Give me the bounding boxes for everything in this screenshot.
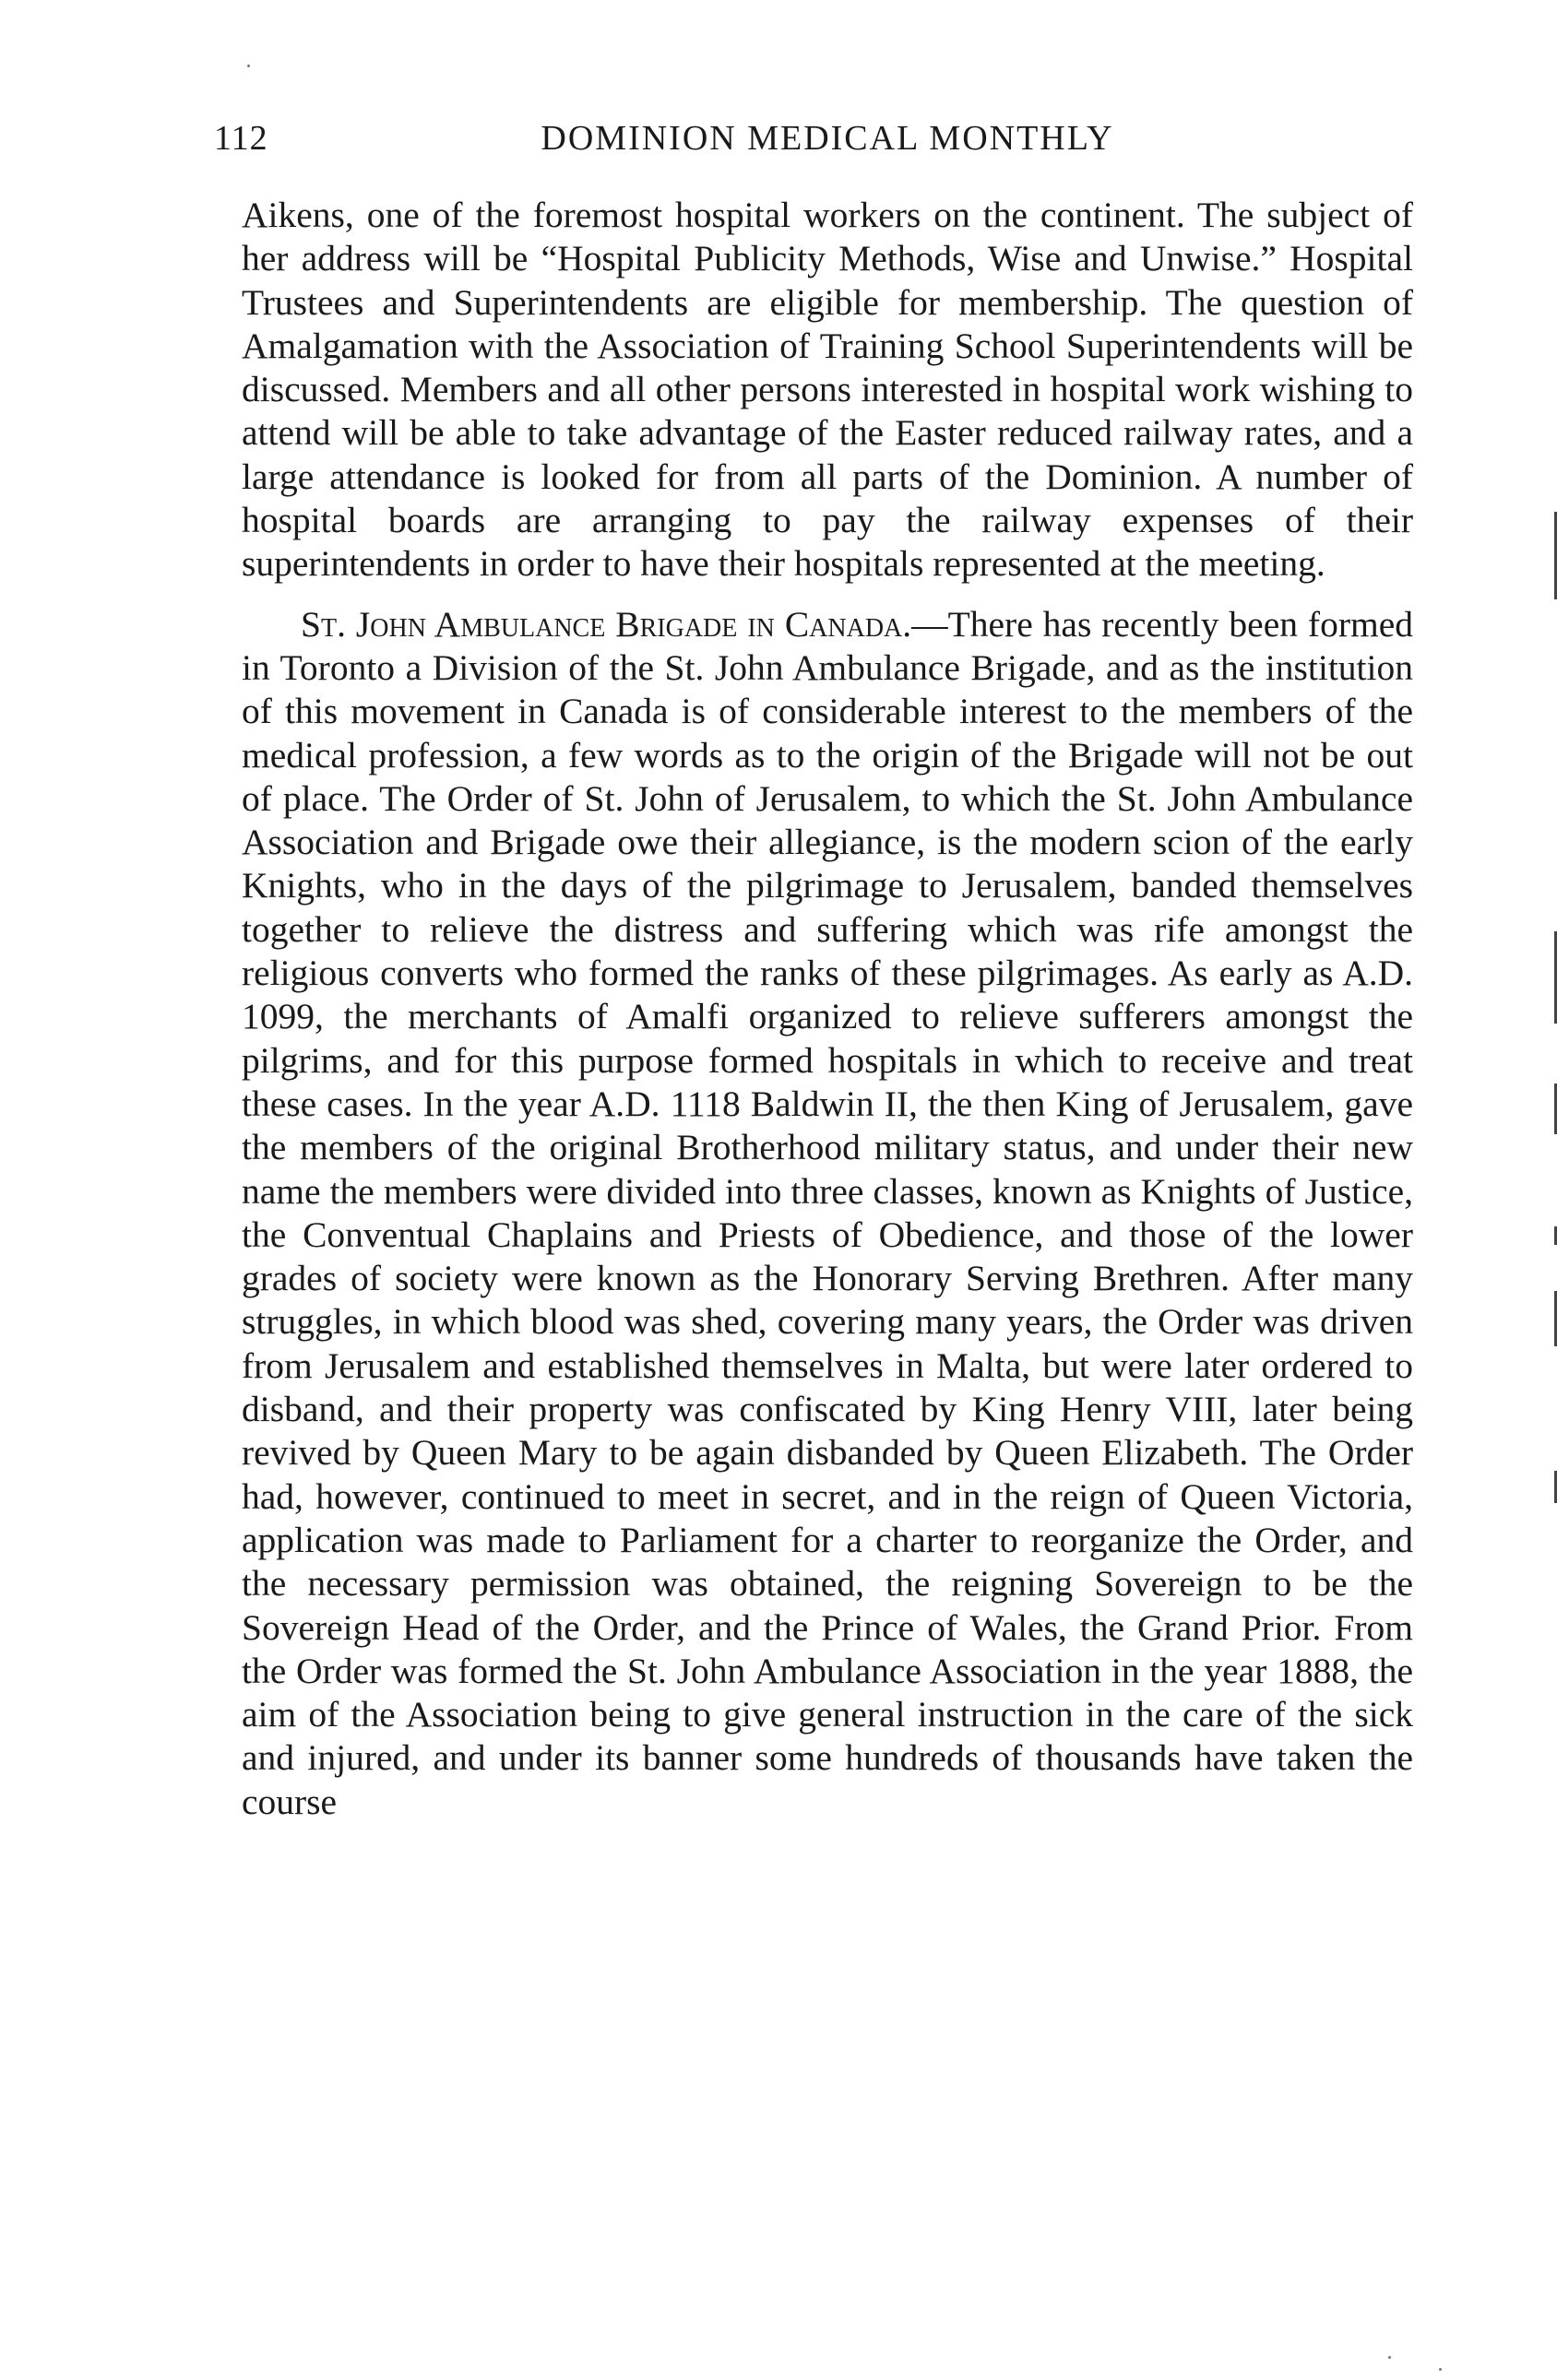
section-lead-heading: St. John Ambulance Brigade in Canada. bbox=[301, 603, 912, 645]
paragraph-text: Aikens, one of the foremost hospital workers on the continent. The subject of her address will be “Hospital Publicity Methods, Wise and Unwise.” Hospital Trustees and Superintendents are eligible for membership. The question of Amalgamation with the Association of Training School Superintendents will be discussed. Members and all other persons interested in hospital work wishing to attend will be able to take advantage of the Easter reduced railway rates, and a large attendance is looked for from all parts of the Dominion. A number of hospital boards are arranging to pay the railway expenses of their superintendents in order to have their hospitals represented at the meeting. bbox=[242, 195, 1413, 585]
article-body bbox=[242, 194, 1413, 1824]
paragraph-hospital-association bbox=[242, 194, 1413, 586]
scan-speck bbox=[1388, 2356, 1391, 2359]
paragraph-text: —There has recently been formed in Toronto a Division of the St. John Ambulance Brigade, and as the institution of this movement in Canada is of considerable interest to the members of the medical profession, a few words as to the origin of the Brigade will not be out of place. The Order of St. John of Jerusalem, to which the St. John Ambulance Association and Brigade owe their allegiance, is the modern scion of the early Knights, who in the days of the pilgrimage to Jerusalem, banded themselves together to relieve the distress and suffering which was rife amongst the religious converts who formed the ranks of these pilgrimages. As early as A.D. 1099, the merchants of Amalfi organized to relieve sufferers amongst the pilgrims, and for this purpose formed hospitals in which to receive and treat these cases. In the year A.D. 1118 Baldwin II, the then King of Jerusalem, gave the members of the original Brotherhood military status, and under their new name the members were divided into three classes, known as Knights of Justice, the Conventual Chaplains and Priests of Obedience, and those of the lower grades of society were known as the Honorary Serving Brethren. After many struggles, in which blood was shed, covering many years, the Order was driven from Jerusalem and established themselves in Malta, but were later ordered to disband, and their property was confiscated by King Henry VIII, later being revived by Queen Mary to be again disbanded by Queen Elizabeth. The Order had, however, continued to meet in secret, and in the reign of Queen Victoria, application was made to Parliament for a charter to reorganize the Order, and the necessary permission was obtained, the reigning Sovereign to be the Sovereign Head of the Order, and the Prince of Wales, the Grand Prior. From the Order was formed the St. John Ambulance Association in the year 1888, the aim of the Association being to give general instruction in the care of the sick and injured, and under its banner some hundreds of thousands have taken the course bbox=[242, 603, 1413, 1822]
scan-speck bbox=[247, 65, 250, 67]
page-number: 112 bbox=[214, 119, 268, 158]
paragraph-st-john-ambulance bbox=[242, 603, 1413, 1824]
journal-title: DOMINION MEDICAL MONTHLY bbox=[541, 119, 1114, 158]
running-head bbox=[214, 118, 1404, 173]
scan-speck bbox=[1439, 2368, 1442, 2371]
